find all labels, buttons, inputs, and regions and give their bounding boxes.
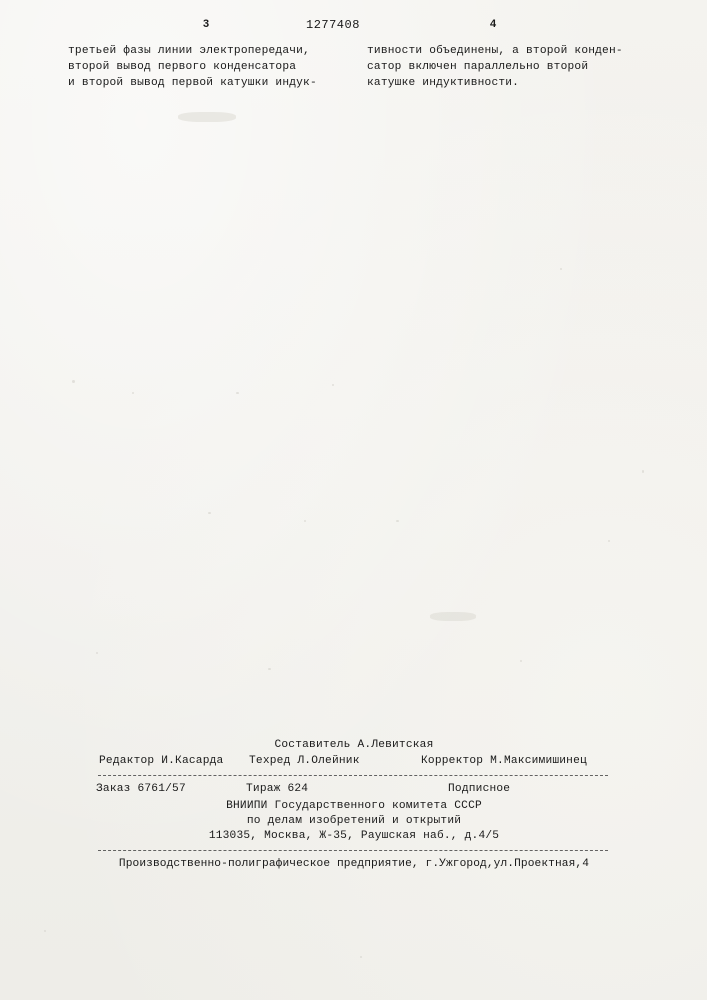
imprint-block [68,738,640,872]
column-number-right: 4 [490,18,497,30]
scan-speck [96,652,98,654]
imprint-divider-bottom [98,850,608,851]
scan-speck [132,392,134,394]
corrector-line: Корректор М.Максимишинец [421,755,587,767]
organization-line-2: по делам изобретений и открытий [246,815,462,827]
compiler-line: Составитель А.Левитская [274,739,434,751]
patent-number: 1277408 [306,18,360,32]
scan-speck [332,384,334,386]
scan-speck [44,930,46,932]
techred-line: Техред Л.Олейник [249,755,360,767]
scan-smudge [178,112,236,122]
page-header [0,18,707,34]
credits-row [68,754,640,770]
column-number-left: 3 [203,18,210,30]
scan-speck [72,380,75,383]
scan-speck [520,660,522,662]
body-column-right [367,43,640,91]
body-columns [68,43,640,91]
organization-address: 113035, Москва, Ж-35, Раушская наб., д.4/5 [208,830,500,842]
editor-line: Редактор И.Касарда [99,755,224,767]
imprint-divider-top [98,775,608,776]
body-column-left [68,43,341,91]
printer-line: Производственно-полиграфическое предприятие, г.Ужгород,ул.Проектная,4 [118,858,590,870]
scan-speck [396,520,399,522]
circulation: Тираж 624 [246,783,309,795]
order-row [68,782,640,798]
scan-speck [236,392,239,394]
subscription-label: Подписное [448,783,511,795]
scan-speck [560,268,562,270]
scan-speck [360,956,362,958]
order-number: Заказ 6761/57 [96,783,186,795]
scan-speck [268,668,271,670]
organization-line-1: ВНИИПИ Государственного комитета СССР [226,800,482,812]
scan-speck [608,540,610,542]
scan-speck [304,520,306,522]
scan-smudge [430,612,476,621]
body-text-right: тивности объединены, а второй конден- сатор включен параллельно второй катушке индуктивности. [367,45,623,89]
scan-speck [642,470,644,473]
scan-speck [208,512,211,514]
body-text-left: третьей фазы линии электропередачи, второй вывод первого конденсатора и второй вывод первой катушки индук- [68,45,317,89]
